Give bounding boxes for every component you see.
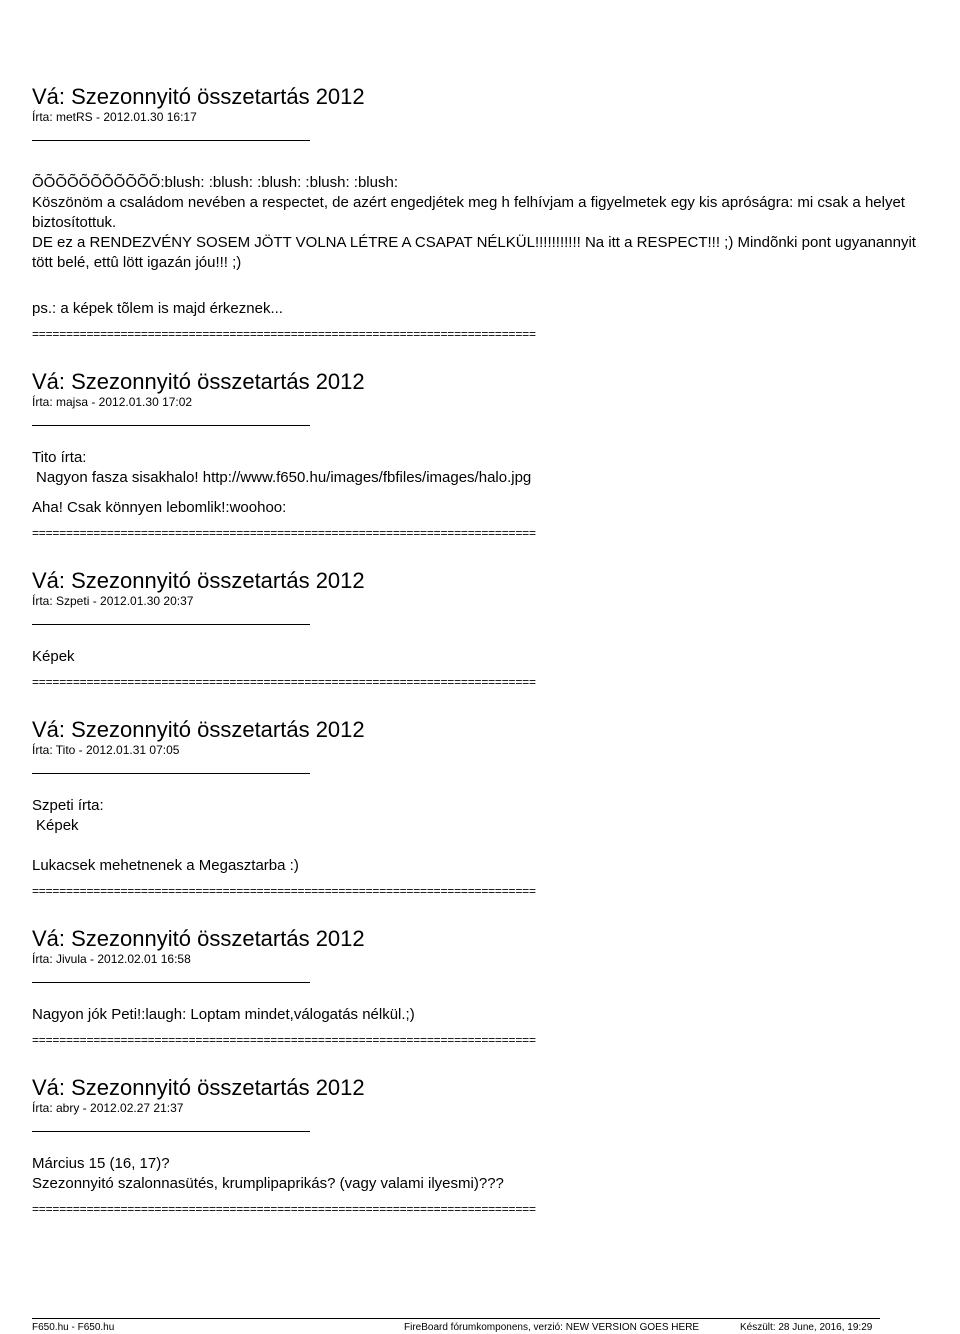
quote-author: Tito írta: <box>32 449 87 466</box>
separator: ========================================================================== <box>32 675 536 689</box>
divider <box>32 773 310 774</box>
post-line: Szezonnyitó szalonnasütés, krumplipaprikás? (vagy valami ilyesmi)??? <box>32 1175 504 1192</box>
divider <box>32 1131 310 1132</box>
footer-generated: Készült: 28 June, 2016, 19:29 <box>740 1322 873 1333</box>
forum-thread <box>32 84 932 1216</box>
post-body <box>32 796 932 876</box>
post-line: Nagyon jók Peti!:laugh: Loptam mindet,válogatás nélkül.;) <box>32 1006 415 1023</box>
quote-text: Nagyon fasza sisakhalo! http://www.f650.hu/images/fbfiles/images/halo.jpg <box>36 469 532 486</box>
post-line <box>32 273 932 299</box>
post-line: Köszönöm a családom nevében a respectet, de azért engedjétek meg h felhívjam a figyelmetek egy kis apróságra: mi csak a helyet biztosítottuk. <box>32 194 905 231</box>
post <box>32 84 932 341</box>
post-meta: Írta: Tito - 2012.01.31 07:05 <box>32 743 180 757</box>
post <box>32 926 932 1047</box>
post-line: ÕÕÕÕÕÕÕÕÕÕÕ:blush: :blush: :blush: :blush: :blush: <box>32 174 398 191</box>
post <box>32 369 932 540</box>
post <box>32 1075 932 1216</box>
separator: ========================================================================== <box>32 526 536 540</box>
post-title: Vá: Szezonnyitó összetartás 2012 <box>32 568 365 593</box>
post-line: Aha! Csak könnyen lebomlik!:woohoo: <box>32 499 287 516</box>
post <box>32 717 932 898</box>
quote-text: Képek <box>36 817 79 834</box>
post <box>32 568 932 689</box>
post-body <box>32 1005 932 1025</box>
separator: ========================================================================== <box>32 1033 536 1047</box>
post-title: Vá: Szezonnyitó összetartás 2012 <box>32 1075 365 1100</box>
post-title: Vá: Szezonnyitó összetartás 2012 <box>32 926 365 951</box>
post-meta: Írta: Szpeti - 2012.01.30 20:37 <box>32 594 194 608</box>
post-line: Március 15 (16, 17)? <box>32 1155 170 1172</box>
divider <box>32 624 310 625</box>
post-body <box>32 173 932 319</box>
post-line: DE ez a RENDEZVÉNY SOSEM JÖTT VOLNA LÉTRE A CSAPAT NÉLKÜL!!!!!!!!!!! Na itt a RESPECT!!! ;) Mindõnki pont ugyanannyit tött belé, ettû lött igazán jóu!!! ;) <box>32 234 916 271</box>
footer-site: F650.hu - F650.hu <box>32 1322 115 1333</box>
separator: ========================================================================== <box>32 1202 536 1216</box>
post-title: Vá: Szezonnyitó összetartás 2012 <box>32 369 365 394</box>
post-line: Lukacsek mehetnenek a Megasztarba :) <box>32 857 299 874</box>
post-body <box>32 1154 932 1194</box>
post-meta: Írta: metRS - 2012.01.30 16:17 <box>32 110 197 124</box>
divider <box>32 982 310 983</box>
post-title: Vá: Szezonnyitó összetartás 2012 <box>32 717 365 742</box>
divider <box>32 140 310 141</box>
post-meta: Írta: majsa - 2012.01.30 17:02 <box>32 395 193 409</box>
divider <box>32 425 310 426</box>
post-meta: Írta: abry - 2012.02.27 21:37 <box>32 1101 184 1115</box>
page-footer <box>32 1318 880 1333</box>
post-line: ps.: a képek tõlem is majd érkeznek... <box>32 300 283 317</box>
post-meta: Írta: Jivula - 2012.02.01 16:58 <box>32 952 191 966</box>
separator: ========================================================================== <box>32 327 536 341</box>
footer-component: FireBoard fórumkomponens, verzió: NEW VERSION GOES HERE <box>404 1322 700 1333</box>
post-title: Vá: Szezonnyitó összetartás 2012 <box>32 84 365 109</box>
post-body <box>32 647 932 667</box>
images-link[interactable]: Képek <box>32 648 75 665</box>
post-body <box>32 448 932 518</box>
separator: ========================================================================== <box>32 884 536 898</box>
quote-author: Szpeti írta: <box>32 797 104 814</box>
